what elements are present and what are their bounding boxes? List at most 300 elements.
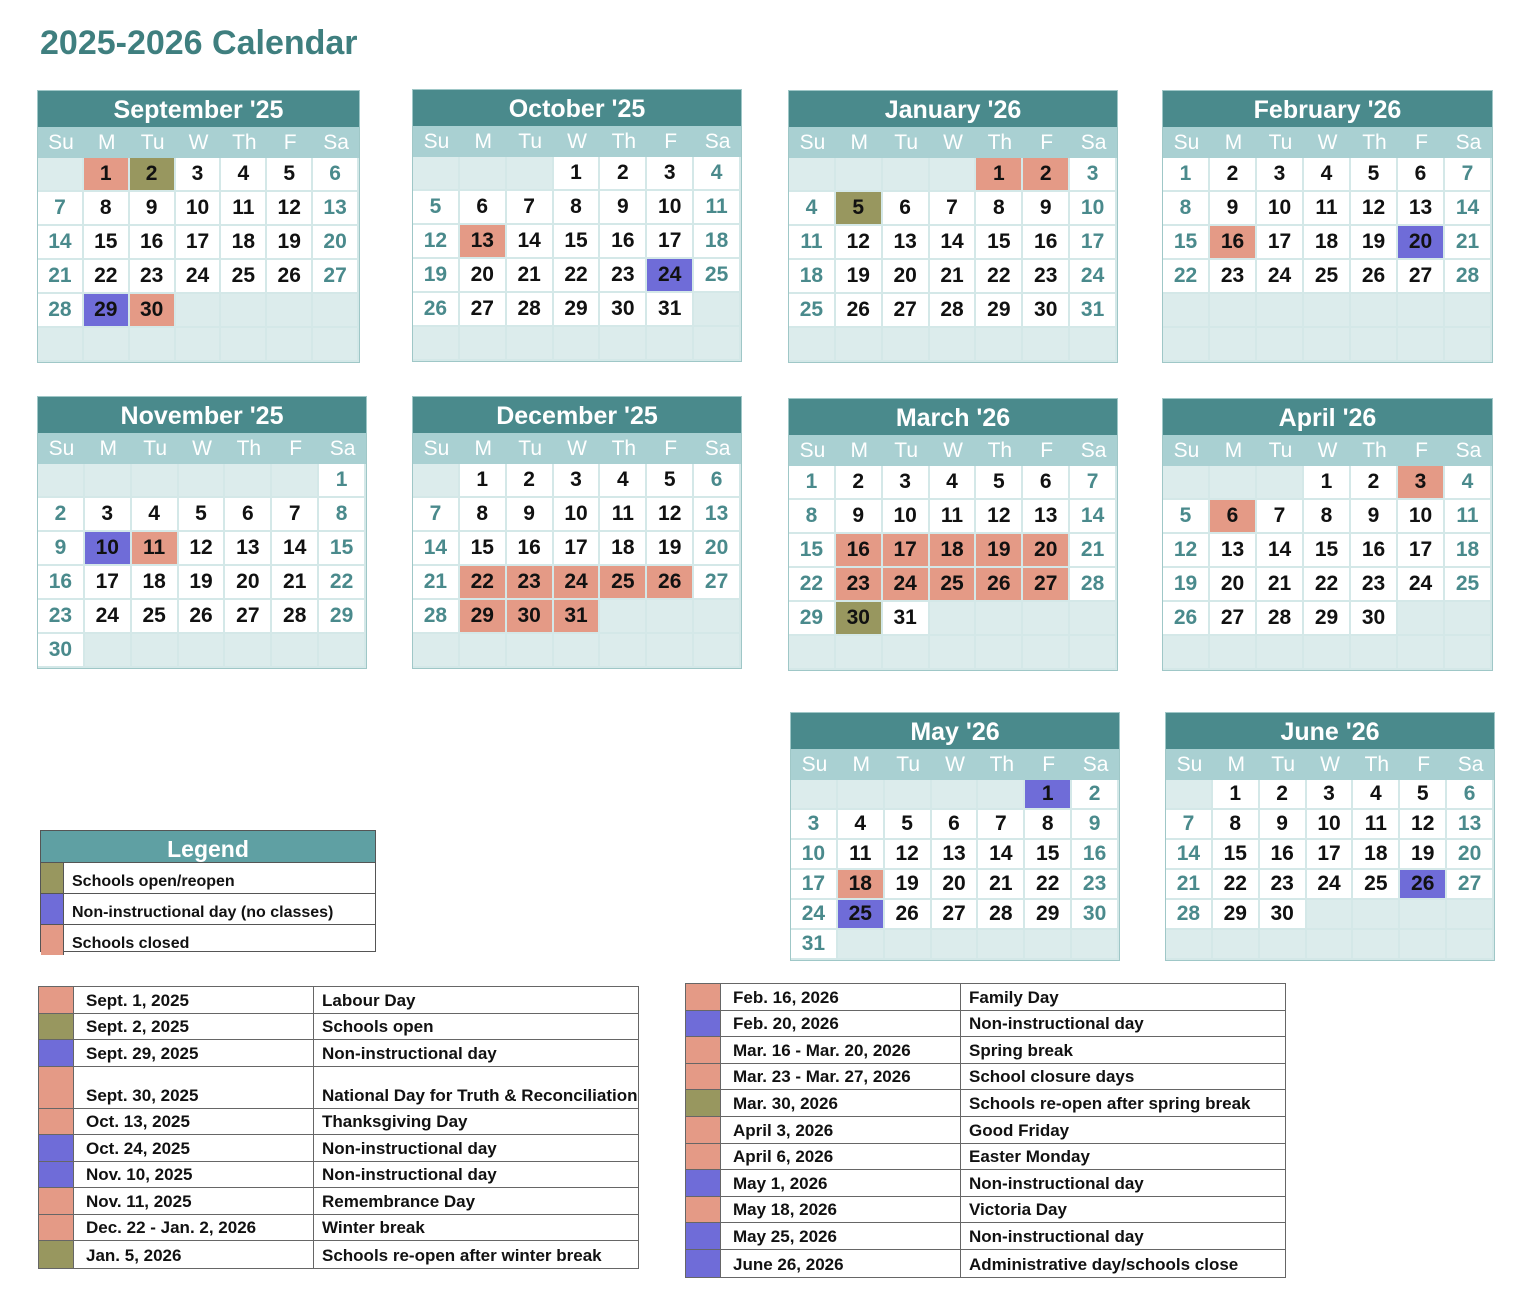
- month-title: January '26: [789, 91, 1117, 127]
- calendar-day: 15: [84, 226, 130, 260]
- calendar-day: 30: [1260, 900, 1307, 930]
- calendar-empty-cell: [932, 780, 979, 810]
- calendar-day: 27: [1398, 260, 1445, 294]
- day-of-week-label: Th: [1353, 749, 1400, 780]
- calendar-day: 31: [554, 600, 601, 634]
- calendar-day: 9: [1351, 500, 1398, 534]
- event-row: [39, 1188, 638, 1215]
- event-description: Spring break: [969, 1040, 1073, 1060]
- calendar-day: 28: [1257, 602, 1304, 636]
- day-of-week-label: Tu: [130, 127, 176, 158]
- calendar-day: 25: [694, 259, 741, 293]
- calendar-day: 1: [1304, 466, 1351, 500]
- day-of-week-label: F: [1398, 127, 1445, 158]
- calendar-day: 24: [883, 568, 930, 602]
- calendar-day: 6: [694, 464, 741, 498]
- event-description: Good Friday: [969, 1120, 1070, 1140]
- event-swatch: [39, 1215, 74, 1241]
- calendar-day: 21: [507, 259, 554, 293]
- calendar-day: 11: [1445, 500, 1492, 534]
- calendar-day: 4: [694, 157, 741, 191]
- calendar-empty-cell: [1166, 780, 1213, 810]
- calendar-empty-cell: [600, 327, 647, 361]
- event-description: Non-instructional day: [322, 1165, 497, 1184]
- calendar-empty-cell: [1400, 900, 1447, 930]
- event-row: [686, 1197, 1285, 1224]
- day-of-week-label: F: [1023, 127, 1070, 158]
- calendar-empty-cell: [225, 634, 272, 668]
- event-row: [686, 1144, 1285, 1171]
- calendar-day: 15: [1163, 226, 1210, 260]
- calendar-empty-cell: [413, 157, 460, 191]
- calendar-day: 11: [221, 192, 267, 226]
- calendar-empty-cell: [554, 327, 601, 361]
- calendar-day: 22: [789, 568, 836, 602]
- calendar-day: 18: [789, 260, 836, 294]
- calendar-day: 21: [978, 870, 1025, 900]
- calendar-day: 19: [1163, 568, 1210, 602]
- day-of-week-label: Su: [413, 433, 460, 464]
- calendar-day: 7: [272, 498, 319, 532]
- calendar-empty-cell: [1166, 930, 1213, 960]
- calendar-day: 29: [1025, 900, 1072, 930]
- calendar-day: 11: [789, 226, 836, 260]
- legend-title: Legend: [41, 831, 375, 863]
- calendar-day: 20: [883, 260, 930, 294]
- day-of-week-label: W: [930, 435, 977, 466]
- calendar-day: 11: [838, 840, 885, 870]
- calendar-day: 24: [647, 259, 694, 293]
- calendar-day: 18: [132, 566, 179, 600]
- day-of-week-label: M: [1210, 127, 1257, 158]
- event-swatch: [39, 1067, 74, 1108]
- event-swatch: [686, 1037, 721, 1063]
- calendar-empty-cell: [176, 328, 222, 362]
- calendar-day: 25: [930, 568, 977, 602]
- day-of-week-label: Tu: [132, 433, 179, 464]
- calendar-day: 9: [1023, 192, 1070, 226]
- calendar-empty-cell: [225, 464, 272, 498]
- month-november-2025: [37, 396, 367, 669]
- day-of-week-label: W: [554, 433, 601, 464]
- month-grid: [789, 435, 1117, 670]
- calendar-day: 18: [600, 532, 647, 566]
- calendar-empty-cell: [267, 328, 313, 362]
- event-date: Sept. 29, 2025: [74, 1040, 314, 1066]
- calendar-day: 15: [1213, 840, 1260, 870]
- calendar-day: 28: [930, 294, 977, 328]
- event-swatch: [39, 1040, 74, 1066]
- calendar-empty-cell: [1210, 294, 1257, 328]
- calendar-empty-cell: [1023, 328, 1070, 362]
- calendar-day: 27: [313, 260, 359, 294]
- calendar-day: 17: [883, 534, 930, 568]
- calendar-day: 28: [1166, 900, 1213, 930]
- calendar-empty-cell: [1210, 636, 1257, 670]
- day-of-week-label: F: [1025, 749, 1072, 780]
- calendar-day: 4: [132, 498, 179, 532]
- event-description: National Day for Truth & Reconciliation: [322, 1085, 638, 1105]
- calendar-day: 5: [1351, 158, 1398, 192]
- calendar-empty-cell: [507, 327, 554, 361]
- day-of-week-label: W: [932, 749, 979, 780]
- calendar-day: 29: [319, 600, 366, 634]
- event-swatch: [686, 1117, 721, 1143]
- events-table-left: [38, 986, 639, 1269]
- calendar-day: 10: [1398, 500, 1445, 534]
- calendar-empty-cell: [836, 158, 883, 192]
- calendar-day: 16: [836, 534, 883, 568]
- calendar-empty-cell: [179, 464, 226, 498]
- day-of-week-label: Th: [1351, 127, 1398, 158]
- calendar-day: 9: [1260, 810, 1307, 840]
- calendar-day: 6: [932, 810, 979, 840]
- calendar-day: 28: [1445, 260, 1492, 294]
- calendar-day: 8: [1025, 810, 1072, 840]
- calendar-day: 24: [1070, 260, 1117, 294]
- calendar-day: 13: [460, 225, 507, 259]
- calendar-day: 8: [789, 500, 836, 534]
- legend-label: Non-instructional day (no classes): [72, 904, 334, 921]
- calendar-day: 10: [554, 498, 601, 532]
- event-row: [39, 1241, 638, 1268]
- calendar-empty-cell: [221, 328, 267, 362]
- event-date: May 1, 2026: [721, 1170, 961, 1196]
- calendar-empty-cell: [1025, 930, 1072, 960]
- calendar-day: 23: [1260, 870, 1307, 900]
- calendar-day: 16: [600, 225, 647, 259]
- day-of-week-label: Sa: [319, 433, 366, 464]
- event-date: Nov. 11, 2025: [74, 1188, 314, 1214]
- calendar-day: 5: [1163, 500, 1210, 534]
- calendar-day: 24: [85, 600, 132, 634]
- day-of-week-label: F: [267, 127, 313, 158]
- calendar-day: 15: [319, 532, 366, 566]
- day-of-week-label: Th: [600, 433, 647, 464]
- calendar-day: 4: [838, 810, 885, 840]
- calendar-day: 7: [38, 192, 84, 226]
- event-row: [686, 1011, 1285, 1038]
- day-of-week-label: Sa: [1445, 127, 1492, 158]
- calendar-day: 11: [930, 500, 977, 534]
- calendar-empty-cell: [413, 634, 460, 668]
- calendar-day: 23: [1351, 568, 1398, 602]
- calendar-day: 28: [978, 900, 1025, 930]
- calendar-day: 22: [1213, 870, 1260, 900]
- event-row: [39, 1215, 638, 1242]
- day-of-week-label: M: [836, 127, 883, 158]
- calendar-day: 17: [176, 226, 222, 260]
- calendar-day: 26: [1351, 260, 1398, 294]
- calendar-day: 2: [38, 498, 85, 532]
- calendar-day: 25: [132, 600, 179, 634]
- calendar-day: 19: [267, 226, 313, 260]
- calendar-day: 30: [1023, 294, 1070, 328]
- calendar-empty-cell: [176, 294, 222, 328]
- calendar-day: 20: [694, 532, 741, 566]
- calendar-day: 3: [1398, 466, 1445, 500]
- calendar-empty-cell: [85, 464, 132, 498]
- calendar-day: 17: [85, 566, 132, 600]
- calendar-empty-cell: [507, 157, 554, 191]
- calendar-day: 5: [179, 498, 226, 532]
- day-of-week-label: Tu: [1257, 435, 1304, 466]
- calendar-day: 12: [976, 500, 1023, 534]
- calendar-day: 12: [1351, 192, 1398, 226]
- calendar-day: 27: [460, 293, 507, 327]
- event-description: Family Day: [969, 987, 1059, 1007]
- calendar-day: 23: [38, 600, 85, 634]
- calendar-day: 26: [885, 900, 932, 930]
- calendar-day: 21: [1166, 870, 1213, 900]
- calendar-day: 28: [272, 600, 319, 634]
- calendar-day: 11: [1353, 810, 1400, 840]
- calendar-day: 6: [1398, 158, 1445, 192]
- legend: [40, 830, 376, 952]
- calendar-day: 9: [836, 500, 883, 534]
- event-date: Oct. 24, 2025: [74, 1135, 314, 1161]
- calendar-empty-cell: [978, 780, 1025, 810]
- calendar-day: 19: [976, 534, 1023, 568]
- calendar-day: 3: [1257, 158, 1304, 192]
- calendar-empty-cell: [1353, 900, 1400, 930]
- day-of-week-label: Sa: [1070, 127, 1117, 158]
- calendar-day: 7: [413, 498, 460, 532]
- calendar-day: 23: [1210, 260, 1257, 294]
- calendar-day: 18: [1445, 534, 1492, 568]
- calendar-empty-cell: [885, 930, 932, 960]
- calendar-day: 6: [225, 498, 272, 532]
- calendar-day: 6: [883, 192, 930, 226]
- day-of-week-label: Tu: [1260, 749, 1307, 780]
- calendar-day: 9: [38, 532, 85, 566]
- event-date: Sept. 30, 2025: [74, 1067, 314, 1108]
- calendar-empty-cell: [978, 930, 1025, 960]
- calendar-day: 4: [221, 158, 267, 192]
- event-swatch: [39, 1135, 74, 1161]
- event-swatch: [686, 1250, 721, 1277]
- calendar-day: 13: [883, 226, 930, 260]
- calendar-day: 30: [836, 602, 883, 636]
- month-title: March '26: [789, 399, 1117, 435]
- calendar-day: 17: [554, 532, 601, 566]
- calendar-empty-cell: [883, 328, 930, 362]
- calendar-day: 3: [554, 464, 601, 498]
- day-of-week-label: Tu: [1257, 127, 1304, 158]
- calendar-empty-cell: [1163, 294, 1210, 328]
- calendar-empty-cell: [932, 930, 979, 960]
- calendar-day: 24: [176, 260, 222, 294]
- calendar-day: 8: [84, 192, 130, 226]
- event-swatch: [686, 984, 721, 1010]
- calendar-day: 22: [84, 260, 130, 294]
- calendar-day: 4: [789, 192, 836, 226]
- calendar-empty-cell: [1307, 930, 1354, 960]
- calendar-day: 19: [1351, 226, 1398, 260]
- month-december-2025: [412, 396, 742, 669]
- calendar-day: 1: [976, 158, 1023, 192]
- month-title: April '26: [1163, 399, 1492, 435]
- calendar-day: 13: [313, 192, 359, 226]
- calendar-empty-cell: [1304, 294, 1351, 328]
- event-row: [686, 1090, 1285, 1117]
- calendar-empty-cell: [1398, 602, 1445, 636]
- calendar-empty-cell: [1257, 466, 1304, 500]
- calendar-day: 23: [507, 566, 554, 600]
- day-of-week-label: M: [85, 433, 132, 464]
- calendar-empty-cell: [647, 600, 694, 634]
- calendar-day: 26: [647, 566, 694, 600]
- calendar-empty-cell: [507, 634, 554, 668]
- calendar-day: 29: [789, 602, 836, 636]
- calendar-day: 18: [838, 870, 885, 900]
- event-description: Victoria Day: [969, 1200, 1067, 1220]
- calendar-day: 18: [1304, 226, 1351, 260]
- event-date: Oct. 13, 2025: [74, 1109, 314, 1135]
- calendar-day: 14: [1166, 840, 1213, 870]
- calendar-empty-cell: [647, 327, 694, 361]
- calendar-empty-cell: [600, 634, 647, 668]
- calendar-day: 5: [836, 192, 883, 226]
- event-description: Labour Day: [322, 990, 416, 1010]
- event-swatch: [686, 1197, 721, 1223]
- calendar-day: 3: [647, 157, 694, 191]
- calendar-day: 20: [225, 566, 272, 600]
- calendar-day: 16: [38, 566, 85, 600]
- event-date: Mar. 16 - Mar. 20, 2026: [721, 1037, 961, 1063]
- calendar-day: 8: [1304, 500, 1351, 534]
- calendar-empty-cell: [1398, 328, 1445, 362]
- day-of-week-label: F: [1398, 435, 1445, 466]
- event-description: Non-instructional day: [969, 1226, 1144, 1246]
- day-of-week-label: Su: [38, 127, 84, 158]
- calendar-empty-cell: [1445, 636, 1492, 670]
- day-of-week-label: F: [647, 126, 694, 157]
- month-grid: [1163, 127, 1492, 362]
- event-description: Schools re-open after spring break: [969, 1093, 1251, 1113]
- calendar-day: 16: [507, 532, 554, 566]
- calendar-day: 12: [885, 840, 932, 870]
- calendar-day: 26: [836, 294, 883, 328]
- calendar-day: 31: [1070, 294, 1117, 328]
- day-of-week-label: Sa: [694, 433, 741, 464]
- calendar-empty-cell: [130, 328, 176, 362]
- event-date: May 18, 2026: [721, 1197, 961, 1223]
- event-swatch: [39, 1109, 74, 1135]
- calendar-empty-cell: [1210, 466, 1257, 500]
- calendar-day: 2: [600, 157, 647, 191]
- calendar-day: 29: [84, 294, 130, 328]
- calendar-day: 3: [85, 498, 132, 532]
- month-title: November '25: [38, 397, 366, 433]
- month-grid: [38, 433, 366, 668]
- calendar-empty-cell: [838, 930, 885, 960]
- calendar-day: 1: [1163, 158, 1210, 192]
- event-swatch: [686, 1064, 721, 1090]
- calendar-day: 17: [1070, 226, 1117, 260]
- calendar-day: 7: [1257, 500, 1304, 534]
- calendar-empty-cell: [554, 634, 601, 668]
- calendar-day: 8: [460, 498, 507, 532]
- calendar-day: 12: [267, 192, 313, 226]
- event-row: [39, 1135, 638, 1162]
- calendar-day: 19: [647, 532, 694, 566]
- calendar-day: 14: [978, 840, 1025, 870]
- event-description: Winter break: [322, 1218, 425, 1237]
- calendar-empty-cell: [460, 327, 507, 361]
- calendar-day: 25: [789, 294, 836, 328]
- legend-item: [41, 925, 375, 955]
- calendar-day: 13: [932, 840, 979, 870]
- event-description: School closure days: [969, 1067, 1135, 1087]
- calendar-day: 29: [554, 293, 601, 327]
- calendar-empty-cell: [791, 780, 838, 810]
- calendar-empty-cell: [1307, 900, 1354, 930]
- calendar-day: 7: [1445, 158, 1492, 192]
- calendar-day: 6: [1210, 500, 1257, 534]
- event-swatch: [686, 1011, 721, 1037]
- calendar-day: 25: [600, 566, 647, 600]
- month-january-2026: [788, 90, 1118, 363]
- calendar-day: 15: [1025, 840, 1072, 870]
- calendar-empty-cell: [694, 600, 741, 634]
- month-grid: [791, 749, 1119, 960]
- day-of-week-label: Th: [978, 749, 1025, 780]
- day-of-week-label: M: [1213, 749, 1260, 780]
- event-description: Non-instructional day: [322, 1138, 497, 1158]
- day-of-week-label: Sa: [1445, 435, 1492, 466]
- calendar-day: 12: [179, 532, 226, 566]
- calendar-day: 21: [38, 260, 84, 294]
- calendar-empty-cell: [836, 328, 883, 362]
- calendar-day: 2: [1351, 466, 1398, 500]
- calendar-day: 27: [1447, 870, 1494, 900]
- calendar-empty-cell: [836, 636, 883, 670]
- calendar-empty-cell: [694, 327, 741, 361]
- calendar-day: 22: [1025, 870, 1072, 900]
- calendar-empty-cell: [267, 294, 313, 328]
- calendar-empty-cell: [84, 328, 130, 362]
- calendar-day: 1: [1213, 780, 1260, 810]
- day-of-week-label: Th: [225, 433, 272, 464]
- event-row: [39, 1162, 638, 1189]
- day-of-week-label: W: [1304, 127, 1351, 158]
- event-swatch: [686, 1090, 721, 1116]
- month-title: February '26: [1163, 91, 1492, 127]
- day-of-week-label: Th: [1351, 435, 1398, 466]
- calendar-empty-cell: [1163, 328, 1210, 362]
- calendar-day: 10: [176, 192, 222, 226]
- calendar-day: 8: [1163, 192, 1210, 226]
- calendar-day: 25: [221, 260, 267, 294]
- calendar-empty-cell: [132, 634, 179, 668]
- calendar-day: 14: [272, 532, 319, 566]
- calendar-day: 4: [1445, 466, 1492, 500]
- calendar-day: 24: [1257, 260, 1304, 294]
- calendar-day: 7: [507, 191, 554, 225]
- calendar-day: 5: [647, 464, 694, 498]
- month-grid: [413, 433, 741, 668]
- calendar-day: 9: [600, 191, 647, 225]
- event-row: [686, 984, 1285, 1011]
- calendar-empty-cell: [1304, 636, 1351, 670]
- calendar-empty-cell: [1163, 466, 1210, 500]
- calendar-empty-cell: [647, 634, 694, 668]
- calendar-empty-cell: [38, 328, 84, 362]
- calendar-day: 29: [976, 294, 1023, 328]
- event-date: Feb. 20, 2026: [721, 1011, 961, 1037]
- calendar-day: 23: [600, 259, 647, 293]
